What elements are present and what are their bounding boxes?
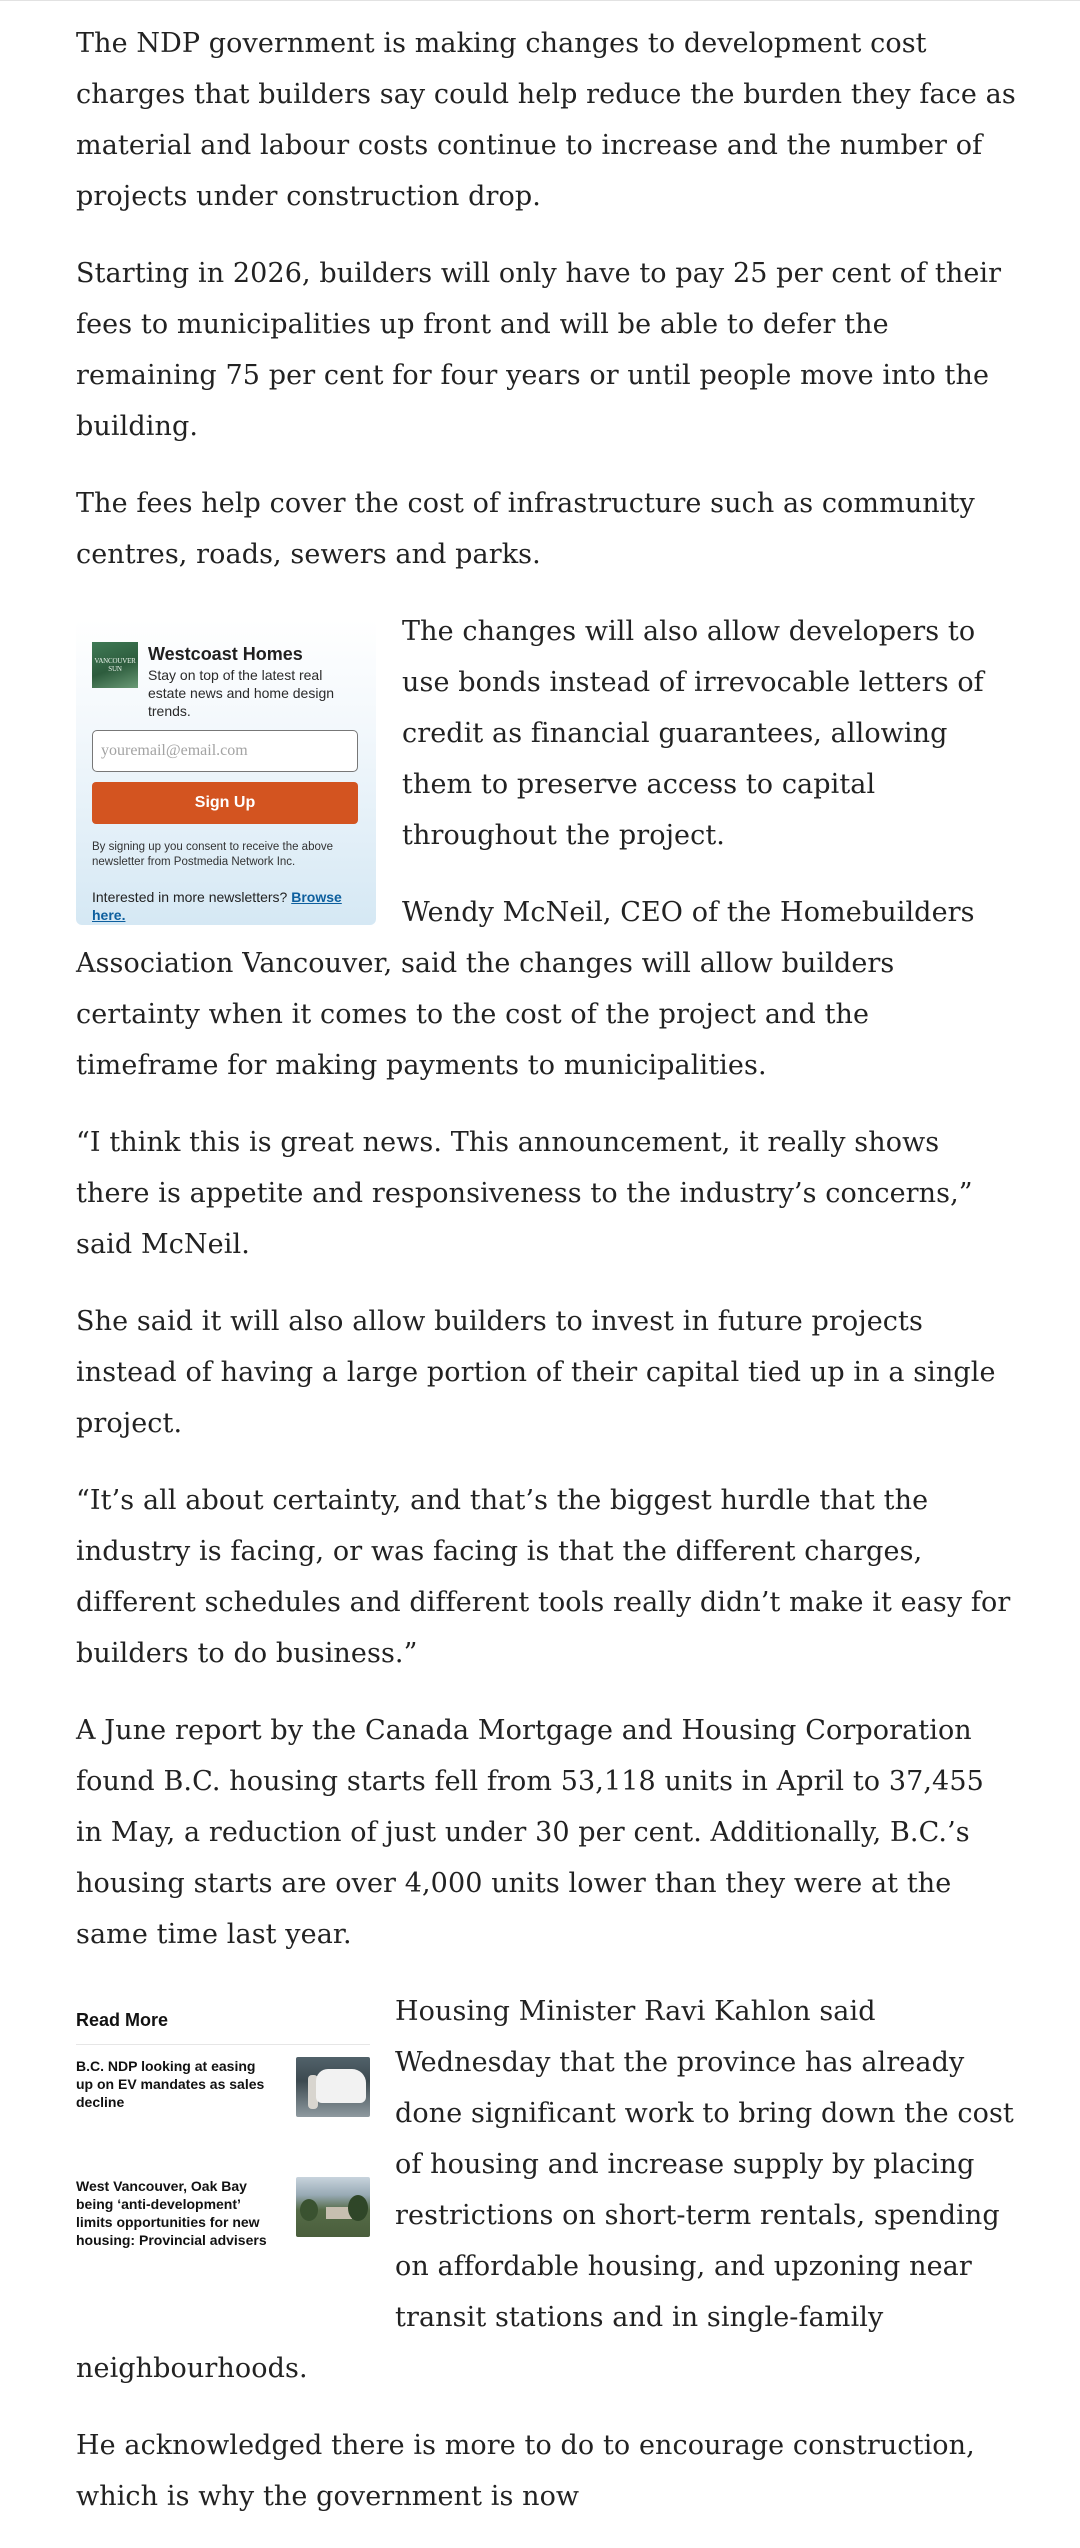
article-paragraph: “I think this is great news. This announcement, it really shows there is appetite and responsiveness to the industry’s concerns,” said McNeil. bbox=[76, 1127, 973, 1260]
newsletter-more-prompt bbox=[92, 888, 360, 924]
top-divider bbox=[0, 0, 1080, 1]
newsletter-email-input[interactable] bbox=[92, 730, 358, 772]
read-more-item-title[interactable]: B.C. NDP looking at easing up on EV mandates as sales decline bbox=[76, 2058, 265, 2110]
ev-car-thumbnail[interactable] bbox=[296, 2057, 370, 2117]
read-more-item[interactable] bbox=[76, 2177, 370, 2297]
article-paragraph: The changes will also allow developers to use bonds instead of irrevocable letters of credit as financial guarantees, allowing them to preserve access to capital throughout the project. bbox=[402, 616, 984, 851]
article-paragraph: “It’s all about certainty, and that’s the biggest hurdle that the industry is facing, or was facing is that the different charges, different schedules and different tools really didn’t make it easy for builders to do business.” bbox=[76, 1485, 1011, 1669]
article-paragraph: She said it will also allow builders to invest in future projects instead of having a large portion of their capital tied up in a single project. bbox=[76, 1306, 996, 1439]
read-more-item[interactable] bbox=[76, 2057, 370, 2177]
car-shape bbox=[316, 2069, 366, 2103]
houses-aerial-thumbnail[interactable] bbox=[296, 2177, 370, 2237]
newsletter-description: Stay on top of the latest real estate news and home design trends. bbox=[148, 667, 335, 719]
logo-text: VANCOUVER SUN bbox=[94, 657, 136, 673]
tree-shape bbox=[348, 2195, 368, 2221]
browse-newsletters-link[interactable]: Browse here. bbox=[92, 889, 342, 923]
newsletter-more-text: Interested in more newsletters? bbox=[92, 889, 292, 905]
read-more-heading: Read More bbox=[76, 1986, 370, 2045]
article-paragraph: He acknowledged there is more to do to encourage construction, which is why the government is now bbox=[76, 2430, 975, 2512]
article-paragraph: The fees help cover the cost of infrastructure such as community centres, roads, sewers and parks. bbox=[76, 488, 975, 570]
newsletter-header bbox=[92, 642, 360, 720]
read-more-item-title[interactable]: West Vancouver, Oak Bay being ‘anti-development’ limits opportunities for new housing: Provincial advisers bbox=[76, 2178, 267, 2248]
article-paragraph: Starting in 2026, builders will only have to pay 25 per cent of their fees to municipalities up front and will be able to defer the remaining 75 per cent for four years or until people move into the building. bbox=[76, 258, 1002, 442]
article-paragraph: A June report by the Canada Mortgage and Housing Corporation found B.C. housing starts fell from 53,118 units in April to 37,455 in May, a reduction of just under 30 per cent. Additionally, B.C.’s housing starts are over 4,000 units lower than they were at the same time last year. bbox=[76, 1715, 984, 1950]
read-more-module bbox=[76, 1986, 370, 2296]
newsletter-signup-widget bbox=[76, 620, 376, 925]
vancouver-sun-logo bbox=[92, 642, 138, 688]
newsletter-heading-group bbox=[148, 642, 360, 720]
newsletter-title: Westcoast Homes bbox=[148, 644, 303, 664]
article-paragraph: The NDP government is making changes to development cost charges that builders say could help reduce the burden they face as material and labour costs continue to increase and the number of projects under construction drop. bbox=[76, 28, 1016, 212]
newsletter-consent-text: By signing up you consent to receive the above newsletter from Postmedia Network Inc. bbox=[92, 841, 334, 868]
article-paragraph: Wendy McNeil, CEO of the Homebuilders Association Vancouver, said the changes will allow builders certainty when it comes to the cost of the project and the timeframe for making payments to municipalities. bbox=[76, 897, 975, 1081]
tree-shape bbox=[300, 2199, 318, 2221]
newsletter-signup-button[interactable]: Sign Up bbox=[92, 782, 358, 824]
article-body bbox=[76, 18, 1016, 2548]
article-paragraph: Housing Minister Ravi Kahlon said Wednesday that the province has already done significant work to bring down the cost of housing and increase supply by placing restrictions on short-term rentals, spending on affordable housing, and upzoning near transit stations and in single-family neighbourhoods. bbox=[76, 1996, 1014, 2384]
